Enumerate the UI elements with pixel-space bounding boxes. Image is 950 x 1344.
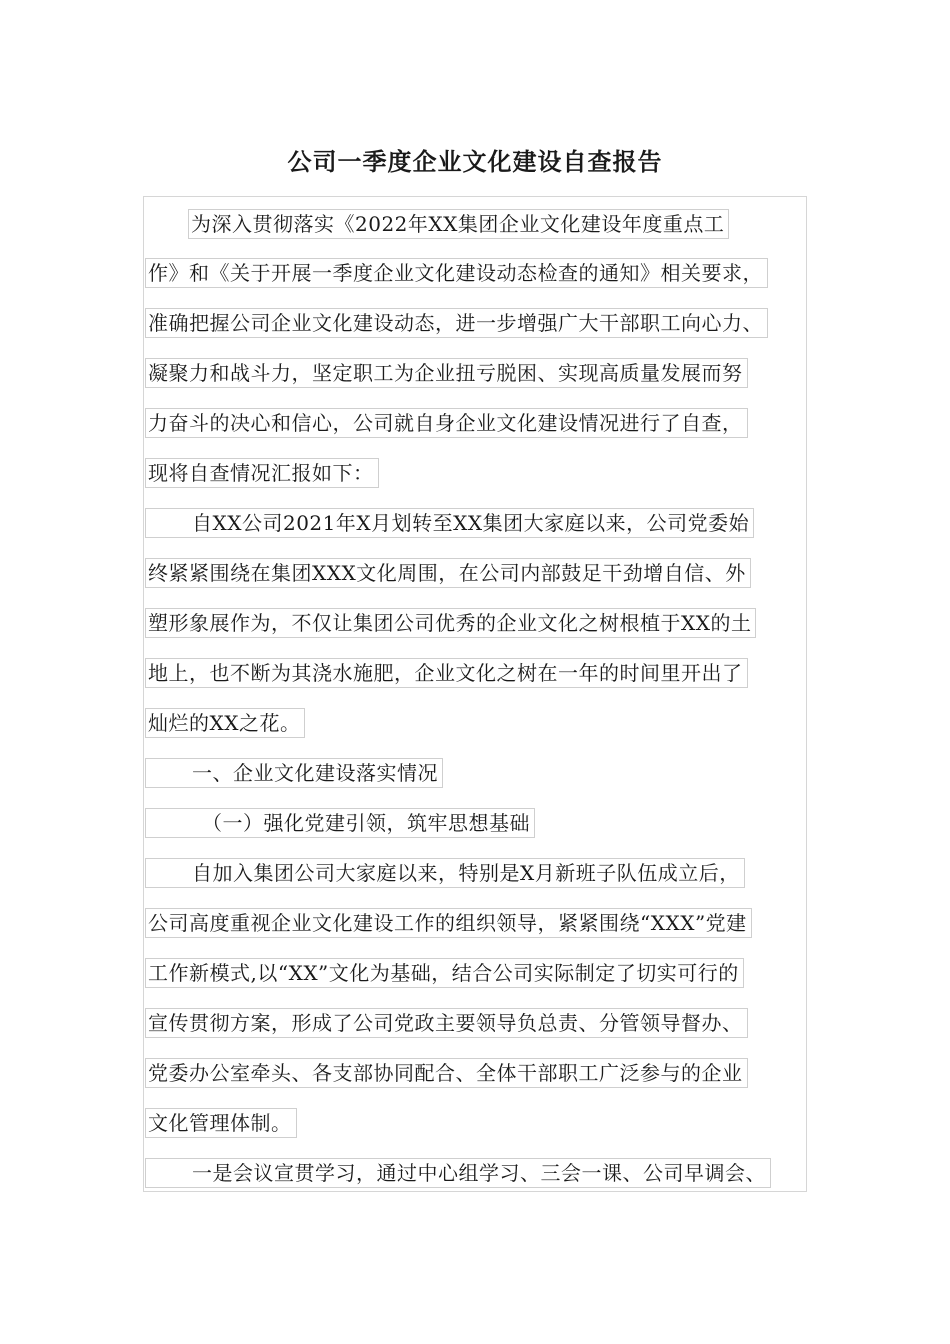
text-line: 党委办公室牵头、各支部协同配合、全体干部职工广泛参与的企业	[145, 1058, 748, 1088]
text-line: 作》和《关于开展一季度企业文化建设动态检查的通知》相关要求，	[145, 258, 768, 288]
section-heading: 一、企业文化建设落实情况	[145, 758, 443, 788]
document-title: 公司一季度企业文化建设自查报告	[287, 147, 663, 176]
text-line: 公司高度重视企业文化建设工作的组织领导，紧紧围绕“XXX”党建	[145, 908, 752, 938]
text-line: 为深入贯彻落实《2022年XX集团企业文化建设年度重点工	[188, 209, 729, 239]
text-line: 文化管理体制。	[145, 1108, 297, 1138]
text-line: 自加入集团公司大家庭以来，特别是X月新班子队伍成立后，	[145, 858, 745, 888]
text-line: 终紧紧围绕在集团XXX文化周围，在公司内部鼓足干劲增自信、外	[145, 558, 751, 588]
text-line: 宣传贯彻方案，形成了公司党政主要领导负总责、分管领导督办、	[145, 1008, 748, 1038]
text-line: 灿烂的XX之花。	[145, 708, 305, 738]
text-line: 自XX公司2021年X月划转至XX集团大家庭以来，公司党委始	[145, 508, 754, 538]
text-line: 地上，也不断为其浇水施肥，企业文化之树在一年的时间里开出了	[145, 658, 748, 688]
text-line: 准确把握公司企业文化建设动态，进一步增强广大干部职工向心力、	[145, 308, 768, 338]
text-line: 力奋斗的决心和信心，公司就自身企业文化建设情况进行了自查，	[145, 408, 748, 438]
subsection-heading: （一）强化党建引领，筑牢思想基础	[145, 808, 535, 838]
text-line: 凝聚力和战斗力，坚定职工为企业扭亏脱困、实现高质量发展而努	[145, 358, 748, 388]
text-line: 工作新模式,以“XX”文化为基础，结合公司实际制定了切实可行的	[145, 958, 744, 988]
text-line: 塑形象展作为，不仅让集团公司优秀的企业文化之树根植于XX的土	[145, 608, 756, 638]
text-frame	[143, 196, 807, 1192]
text-line: 现将自查情况汇报如下：	[145, 458, 379, 488]
text-line: 一是会议宣贯学习，通过中心组学习、三会一课、公司早调会、	[145, 1158, 771, 1188]
